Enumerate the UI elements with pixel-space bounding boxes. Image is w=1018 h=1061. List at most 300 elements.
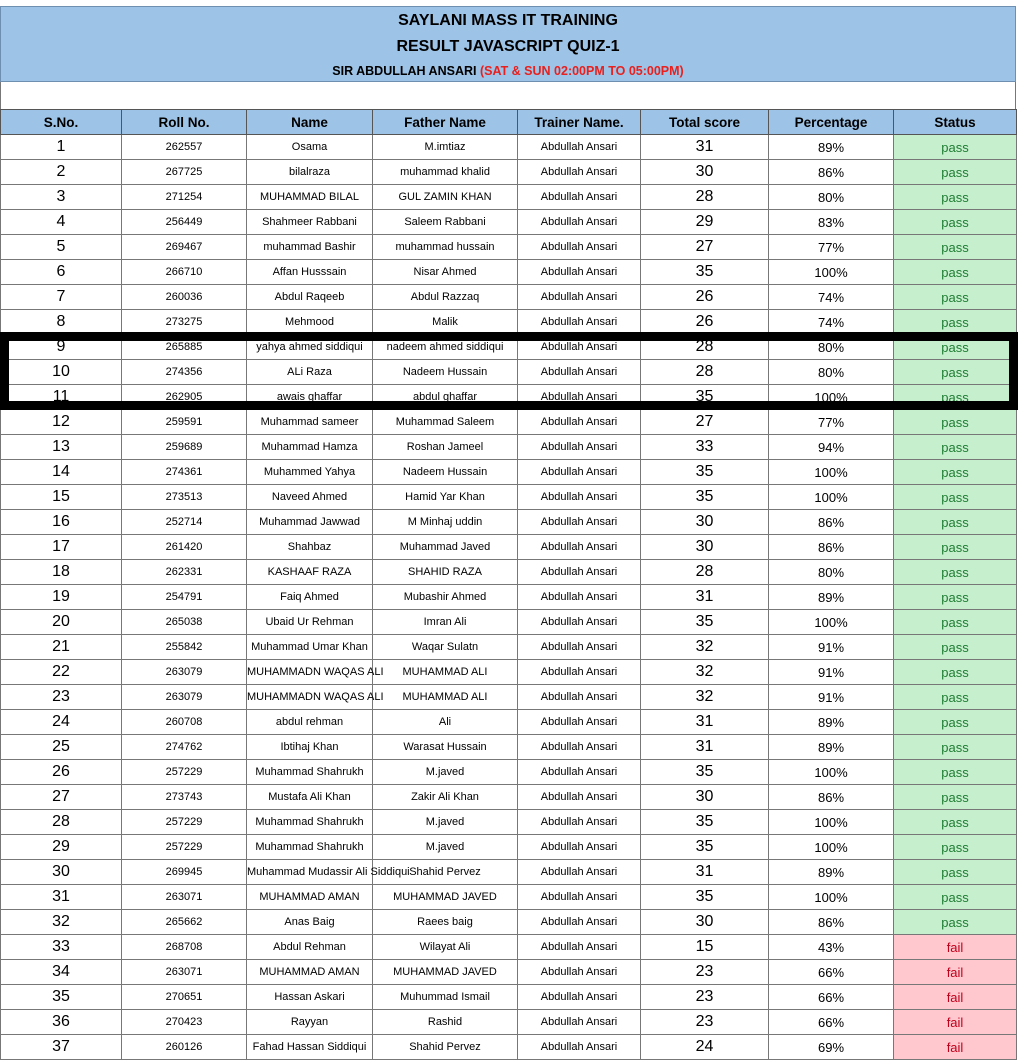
row-father-name[interactable]: Nadeem Hussain [373, 460, 518, 485]
row-father-name[interactable]: M.javed [373, 835, 518, 860]
row-percentage[interactable]: 77% [769, 235, 894, 260]
row-roll-no[interactable]: 252714 [122, 510, 247, 535]
row-percentage[interactable]: 89% [769, 135, 894, 160]
row-total-score[interactable]: 31 [641, 735, 769, 760]
row-father-name[interactable]: Shahid Pervez [373, 860, 518, 885]
row-percentage[interactable]: 80% [769, 185, 894, 210]
row-father-name[interactable]: Mubashir Ahmed [373, 585, 518, 610]
row-roll-no[interactable]: 273513 [122, 485, 247, 510]
row-roll-no[interactable]: 266710 [122, 260, 247, 285]
row-total-score[interactable]: 35 [641, 385, 769, 410]
row-father-name[interactable]: Muhummad Ismail [373, 985, 518, 1010]
row-status[interactable]: pass [894, 510, 1017, 535]
column-header-roll-no[interactable]: Roll No. [122, 110, 247, 135]
row-trainer-name[interactable]: Abdullah Ansari [518, 135, 641, 160]
row-name[interactable]: Muhammad Hamza [247, 435, 373, 460]
row-trainer-name[interactable]: Abdullah Ansari [518, 460, 641, 485]
row-sno[interactable]: 8 [1, 310, 122, 335]
row-father-name[interactable]: MUHAMMAD JAVED [373, 960, 518, 985]
row-status[interactable]: pass [894, 360, 1017, 385]
row-trainer-name[interactable]: Abdullah Ansari [518, 735, 641, 760]
row-father-name[interactable]: GUL ZAMIN KHAN [373, 185, 518, 210]
row-trainer-name[interactable]: Abdullah Ansari [518, 360, 641, 385]
row-status[interactable]: pass [894, 260, 1017, 285]
row-status[interactable]: pass [894, 310, 1017, 335]
column-header-trainer-name[interactable]: Trainer Name. [518, 110, 641, 135]
column-header-total-score[interactable]: Total score [641, 110, 769, 135]
row-percentage[interactable]: 80% [769, 360, 894, 385]
row-sno[interactable]: 7 [1, 285, 122, 310]
row-status[interactable]: pass [894, 610, 1017, 635]
row-name[interactable]: KASHAAF RAZA [247, 560, 373, 585]
row-percentage[interactable]: 89% [769, 860, 894, 885]
row-status[interactable]: pass [894, 760, 1017, 785]
row-name[interactable]: Muhammad Shahrukh [247, 835, 373, 860]
row-percentage[interactable]: 69% [769, 1035, 894, 1060]
row-name[interactable]: abdul rehman [247, 710, 373, 735]
row-status[interactable]: fail [894, 1010, 1017, 1035]
row-name[interactable]: Muhammad sameer [247, 410, 373, 435]
row-name[interactable]: MUHAMMADN WAQAS ALI [247, 685, 373, 710]
row-trainer-name[interactable]: Abdullah Ansari [518, 560, 641, 585]
row-roll-no[interactable]: 259591 [122, 410, 247, 435]
row-trainer-name[interactable]: Abdullah Ansari [518, 810, 641, 835]
row-name[interactable]: Shahmeer Rabbani [247, 210, 373, 235]
row-roll-no[interactable]: 273743 [122, 785, 247, 810]
row-status[interactable]: pass [894, 410, 1017, 435]
row-percentage[interactable]: 86% [769, 535, 894, 560]
row-roll-no[interactable]: 270651 [122, 985, 247, 1010]
row-sno[interactable]: 24 [1, 710, 122, 735]
row-status[interactable]: pass [894, 885, 1017, 910]
row-roll-no[interactable]: 263071 [122, 885, 247, 910]
row-father-name[interactable]: Wilayat Ali [373, 935, 518, 960]
row-sno[interactable]: 34 [1, 960, 122, 985]
row-status[interactable]: pass [894, 135, 1017, 160]
row-roll-no[interactable]: 263079 [122, 685, 247, 710]
row-name[interactable]: Ibtihaj Khan [247, 735, 373, 760]
row-trainer-name[interactable]: Abdullah Ansari [518, 660, 641, 685]
row-total-score[interactable]: 28 [641, 335, 769, 360]
row-sno[interactable]: 9 [1, 335, 122, 360]
row-father-name[interactable]: Rashid [373, 1010, 518, 1035]
row-father-name[interactable]: MUHAMMAD JAVED [373, 885, 518, 910]
row-total-score[interactable]: 29 [641, 210, 769, 235]
row-sno[interactable]: 3 [1, 185, 122, 210]
row-status[interactable]: pass [894, 560, 1017, 585]
row-roll-no[interactable]: 260126 [122, 1035, 247, 1060]
row-total-score[interactable]: 35 [641, 260, 769, 285]
column-header-father-name[interactable]: Father Name [373, 110, 518, 135]
row-percentage[interactable]: 80% [769, 560, 894, 585]
row-status[interactable]: pass [894, 435, 1017, 460]
row-roll-no[interactable]: 270423 [122, 1010, 247, 1035]
row-total-score[interactable]: 28 [641, 360, 769, 385]
row-roll-no[interactable]: 256449 [122, 210, 247, 235]
row-total-score[interactable]: 24 [641, 1035, 769, 1060]
row-total-score[interactable]: 32 [641, 635, 769, 660]
row-status[interactable]: pass [894, 460, 1017, 485]
row-roll-no[interactable]: 262557 [122, 135, 247, 160]
row-percentage[interactable]: 89% [769, 710, 894, 735]
row-name[interactable]: MUHAMMAD BILAL [247, 185, 373, 210]
row-status[interactable]: fail [894, 1035, 1017, 1060]
column-header-sno[interactable]: S.No. [1, 110, 122, 135]
row-roll-no[interactable]: 257229 [122, 810, 247, 835]
row-percentage[interactable]: 100% [769, 485, 894, 510]
row-percentage[interactable]: 66% [769, 985, 894, 1010]
row-name[interactable]: Anas Baig [247, 910, 373, 935]
row-name[interactable]: Muhammad Shahrukh [247, 810, 373, 835]
row-father-name[interactable]: Waqar Sulatn [373, 635, 518, 660]
row-father-name[interactable]: Raees baig [373, 910, 518, 935]
row-status[interactable]: pass [894, 710, 1017, 735]
row-name[interactable]: Affan Husssain [247, 260, 373, 285]
row-sno[interactable]: 15 [1, 485, 122, 510]
row-percentage[interactable]: 74% [769, 310, 894, 335]
row-percentage[interactable]: 100% [769, 610, 894, 635]
row-trainer-name[interactable]: Abdullah Ansari [518, 210, 641, 235]
row-sno[interactable]: 26 [1, 760, 122, 785]
row-name[interactable]: Naveed Ahmed [247, 485, 373, 510]
row-father-name[interactable]: Muhammad Saleem [373, 410, 518, 435]
row-sno[interactable]: 12 [1, 410, 122, 435]
row-trainer-name[interactable]: Abdullah Ansari [518, 485, 641, 510]
row-total-score[interactable]: 23 [641, 985, 769, 1010]
row-name[interactable]: Fahad Hassan Siddiqui [247, 1035, 373, 1060]
row-roll-no[interactable]: 274361 [122, 460, 247, 485]
row-trainer-name[interactable]: Abdullah Ansari [518, 260, 641, 285]
row-status[interactable]: pass [894, 535, 1017, 560]
row-status[interactable]: pass [894, 185, 1017, 210]
row-name[interactable]: Osama [247, 135, 373, 160]
row-father-name[interactable]: Imran Ali [373, 610, 518, 635]
row-percentage[interactable]: 66% [769, 960, 894, 985]
row-sno[interactable]: 28 [1, 810, 122, 835]
row-father-name[interactable]: abdul ghaffar [373, 385, 518, 410]
row-roll-no[interactable]: 254791 [122, 585, 247, 610]
row-name[interactable]: Mehmood [247, 310, 373, 335]
row-status[interactable]: pass [894, 910, 1017, 935]
row-trainer-name[interactable]: Abdullah Ansari [518, 885, 641, 910]
row-sno[interactable]: 11 [1, 385, 122, 410]
row-roll-no[interactable]: 269467 [122, 235, 247, 260]
row-father-name[interactable]: Abdul Razzaq [373, 285, 518, 310]
row-sno[interactable]: 27 [1, 785, 122, 810]
row-roll-no[interactable]: 262905 [122, 385, 247, 410]
row-trainer-name[interactable]: Abdullah Ansari [518, 760, 641, 785]
row-name[interactable]: Shahbaz [247, 535, 373, 560]
row-status[interactable]: pass [894, 685, 1017, 710]
row-status[interactable]: pass [894, 735, 1017, 760]
row-roll-no[interactable]: 271254 [122, 185, 247, 210]
row-sno[interactable]: 33 [1, 935, 122, 960]
row-status[interactable]: pass [894, 785, 1017, 810]
row-total-score[interactable]: 27 [641, 410, 769, 435]
row-trainer-name[interactable]: Abdullah Ansari [518, 985, 641, 1010]
row-total-score[interactable]: 28 [641, 185, 769, 210]
row-father-name[interactable]: M Minhaj uddin [373, 510, 518, 535]
row-total-score[interactable]: 15 [641, 935, 769, 960]
row-roll-no[interactable]: 261420 [122, 535, 247, 560]
row-father-name[interactable]: Roshan Jameel [373, 435, 518, 460]
row-name[interactable]: Muhammad Jawwad [247, 510, 373, 535]
row-trainer-name[interactable]: Abdullah Ansari [518, 410, 641, 435]
row-trainer-name[interactable]: Abdullah Ansari [518, 285, 641, 310]
row-trainer-name[interactable]: Abdullah Ansari [518, 685, 641, 710]
row-status[interactable]: pass [894, 160, 1017, 185]
row-father-name[interactable]: Warasat Hussain [373, 735, 518, 760]
row-sno[interactable]: 2 [1, 160, 122, 185]
row-total-score[interactable]: 35 [641, 835, 769, 860]
row-percentage[interactable]: 89% [769, 585, 894, 610]
row-total-score[interactable]: 30 [641, 910, 769, 935]
row-name[interactable]: Muhammad Shahrukh [247, 760, 373, 785]
row-percentage[interactable]: 80% [769, 335, 894, 360]
row-father-name[interactable]: nadeem ahmed siddiqui [373, 335, 518, 360]
row-trainer-name[interactable]: Abdullah Ansari [518, 160, 641, 185]
row-roll-no[interactable]: 257229 [122, 835, 247, 860]
row-trainer-name[interactable]: Abdullah Ansari [518, 1035, 641, 1060]
row-sno[interactable]: 6 [1, 260, 122, 285]
row-sno[interactable]: 4 [1, 210, 122, 235]
row-trainer-name[interactable]: Abdullah Ansari [518, 510, 641, 535]
row-percentage[interactable]: 100% [769, 385, 894, 410]
row-trainer-name[interactable]: Abdullah Ansari [518, 910, 641, 935]
row-sno[interactable]: 30 [1, 860, 122, 885]
row-sno[interactable]: 36 [1, 1010, 122, 1035]
row-father-name[interactable]: muhammad khalid [373, 160, 518, 185]
row-trainer-name[interactable]: Abdullah Ansari [518, 610, 641, 635]
row-sno[interactable]: 35 [1, 985, 122, 1010]
row-name[interactable]: Abdul Raqeeb [247, 285, 373, 310]
row-name[interactable]: Mustafa Ali Khan [247, 785, 373, 810]
row-roll-no[interactable]: 267725 [122, 160, 247, 185]
row-name[interactable]: Muhammed Yahya [247, 460, 373, 485]
row-roll-no[interactable]: 260036 [122, 285, 247, 310]
row-roll-no[interactable]: 273275 [122, 310, 247, 335]
row-trainer-name[interactable]: Abdullah Ansari [518, 635, 641, 660]
row-sno[interactable]: 1 [1, 135, 122, 160]
row-percentage[interactable]: 89% [769, 735, 894, 760]
row-father-name[interactable]: MUHAMMAD ALI [373, 685, 518, 710]
row-trainer-name[interactable]: Abdullah Ansari [518, 785, 641, 810]
row-trainer-name[interactable]: Abdullah Ansari [518, 385, 641, 410]
row-father-name[interactable]: Nisar Ahmed [373, 260, 518, 285]
row-father-name[interactable]: Saleem Rabbani [373, 210, 518, 235]
row-trainer-name[interactable]: Abdullah Ansari [518, 585, 641, 610]
row-name[interactable]: yahya ahmed siddiqui [247, 335, 373, 360]
row-status[interactable]: pass [894, 235, 1017, 260]
column-header-percentage[interactable]: Percentage [769, 110, 894, 135]
row-percentage[interactable]: 86% [769, 910, 894, 935]
row-roll-no[interactable]: 262331 [122, 560, 247, 585]
row-total-score[interactable]: 31 [641, 135, 769, 160]
row-status[interactable]: pass [894, 485, 1017, 510]
row-total-score[interactable]: 35 [641, 810, 769, 835]
row-father-name[interactable]: SHAHID RAZA [373, 560, 518, 585]
row-total-score[interactable]: 32 [641, 660, 769, 685]
row-status[interactable]: fail [894, 985, 1017, 1010]
row-name[interactable]: Muhammad Umar Khan [247, 635, 373, 660]
row-total-score[interactable]: 35 [641, 610, 769, 635]
row-roll-no[interactable]: 265662 [122, 910, 247, 935]
row-roll-no[interactable]: 263079 [122, 660, 247, 685]
row-percentage[interactable]: 91% [769, 635, 894, 660]
row-trainer-name[interactable]: Abdullah Ansari [518, 235, 641, 260]
row-trainer-name[interactable]: Abdullah Ansari [518, 935, 641, 960]
row-percentage[interactable]: 94% [769, 435, 894, 460]
row-sno[interactable]: 5 [1, 235, 122, 260]
row-roll-no[interactable]: 257229 [122, 760, 247, 785]
row-total-score[interactable]: 31 [641, 710, 769, 735]
row-sno[interactable]: 25 [1, 735, 122, 760]
column-header-name[interactable]: Name [247, 110, 373, 135]
row-sno[interactable]: 23 [1, 685, 122, 710]
row-sno[interactable]: 13 [1, 435, 122, 460]
row-sno[interactable]: 20 [1, 610, 122, 635]
row-percentage[interactable]: 100% [769, 810, 894, 835]
row-total-score[interactable]: 35 [641, 485, 769, 510]
row-father-name[interactable]: MUHAMMAD ALI [373, 660, 518, 685]
row-roll-no[interactable]: 263071 [122, 960, 247, 985]
row-trainer-name[interactable]: Abdullah Ansari [518, 310, 641, 335]
row-status[interactable]: pass [894, 835, 1017, 860]
row-status[interactable]: pass [894, 660, 1017, 685]
row-total-score[interactable]: 31 [641, 585, 769, 610]
row-sno[interactable]: 19 [1, 585, 122, 610]
row-status[interactable]: pass [894, 385, 1017, 410]
row-trainer-name[interactable]: Abdullah Ansari [518, 185, 641, 210]
row-sno[interactable]: 18 [1, 560, 122, 585]
row-trainer-name[interactable]: Abdullah Ansari [518, 435, 641, 460]
row-name[interactable]: Ubaid Ur Rehman [247, 610, 373, 635]
row-father-name[interactable]: Malik [373, 310, 518, 335]
row-trainer-name[interactable]: Abdullah Ansari [518, 1010, 641, 1035]
row-roll-no[interactable]: 265038 [122, 610, 247, 635]
row-roll-no[interactable]: 260708 [122, 710, 247, 735]
row-name[interactable]: Hassan Askari [247, 985, 373, 1010]
row-percentage[interactable]: 74% [769, 285, 894, 310]
row-percentage[interactable]: 86% [769, 510, 894, 535]
row-father-name[interactable]: Zakir Ali Khan [373, 785, 518, 810]
row-total-score[interactable]: 35 [641, 885, 769, 910]
row-father-name[interactable]: Shahid Pervez [373, 1035, 518, 1060]
row-total-score[interactable]: 30 [641, 535, 769, 560]
row-name[interactable]: ALi Raza [247, 360, 373, 385]
row-percentage[interactable]: 100% [769, 835, 894, 860]
row-trainer-name[interactable]: Abdullah Ansari [518, 535, 641, 560]
row-name[interactable]: MUHAMMAD AMAN [247, 960, 373, 985]
row-sno[interactable]: 29 [1, 835, 122, 860]
row-total-score[interactable]: 32 [641, 685, 769, 710]
row-trainer-name[interactable]: Abdullah Ansari [518, 960, 641, 985]
row-percentage[interactable]: 83% [769, 210, 894, 235]
row-name[interactable]: bilalraza [247, 160, 373, 185]
row-total-score[interactable]: 27 [641, 235, 769, 260]
row-total-score[interactable]: 30 [641, 510, 769, 535]
row-total-score[interactable]: 31 [641, 860, 769, 885]
row-name[interactable]: awais ghaffar [247, 385, 373, 410]
row-total-score[interactable]: 28 [641, 560, 769, 585]
row-name[interactable]: Abdul Rehman [247, 935, 373, 960]
row-total-score[interactable]: 33 [641, 435, 769, 460]
row-trainer-name[interactable]: Abdullah Ansari [518, 860, 641, 885]
row-trainer-name[interactable]: Abdullah Ansari [518, 710, 641, 735]
row-percentage[interactable]: 91% [769, 660, 894, 685]
row-status[interactable]: pass [894, 860, 1017, 885]
row-roll-no[interactable]: 274356 [122, 360, 247, 385]
row-roll-no[interactable]: 265885 [122, 335, 247, 360]
column-header-status[interactable]: Status [894, 110, 1017, 135]
row-status[interactable]: pass [894, 210, 1017, 235]
row-total-score[interactable]: 35 [641, 760, 769, 785]
row-sno[interactable]: 14 [1, 460, 122, 485]
row-percentage[interactable]: 100% [769, 885, 894, 910]
row-roll-no[interactable]: 269945 [122, 860, 247, 885]
row-father-name[interactable]: muhammad hussain [373, 235, 518, 260]
row-sno[interactable]: 22 [1, 660, 122, 685]
row-name[interactable]: Rayyan [247, 1010, 373, 1035]
row-percentage[interactable]: 43% [769, 935, 894, 960]
row-sno[interactable]: 32 [1, 910, 122, 935]
row-percentage[interactable]: 86% [769, 160, 894, 185]
row-status[interactable]: pass [894, 635, 1017, 660]
row-status[interactable]: fail [894, 935, 1017, 960]
row-father-name[interactable]: Ali [373, 710, 518, 735]
row-trainer-name[interactable]: Abdullah Ansari [518, 335, 641, 360]
row-status[interactable]: pass [894, 585, 1017, 610]
row-sno[interactable]: 21 [1, 635, 122, 660]
row-percentage[interactable]: 86% [769, 785, 894, 810]
row-percentage[interactable]: 91% [769, 685, 894, 710]
row-total-score[interactable]: 30 [641, 160, 769, 185]
row-status[interactable]: fail [894, 960, 1017, 985]
row-name[interactable]: muhammad Bashir [247, 235, 373, 260]
row-status[interactable]: pass [894, 285, 1017, 310]
row-status[interactable]: pass [894, 810, 1017, 835]
row-sno[interactable]: 16 [1, 510, 122, 535]
row-roll-no[interactable]: 274762 [122, 735, 247, 760]
row-sno[interactable]: 17 [1, 535, 122, 560]
row-total-score[interactable]: 26 [641, 310, 769, 335]
row-percentage[interactable]: 100% [769, 460, 894, 485]
row-sno[interactable]: 31 [1, 885, 122, 910]
row-father-name[interactable]: M.javed [373, 760, 518, 785]
row-roll-no[interactable]: 259689 [122, 435, 247, 460]
row-status[interactable]: pass [894, 335, 1017, 360]
row-name[interactable]: Faiq Ahmed [247, 585, 373, 610]
row-total-score[interactable]: 23 [641, 960, 769, 985]
row-father-name[interactable]: Muhammad Javed [373, 535, 518, 560]
row-roll-no[interactable]: 268708 [122, 935, 247, 960]
row-name[interactable]: Muhammad Mudassir Ali Siddiqui [247, 860, 373, 885]
row-father-name[interactable]: M.javed [373, 810, 518, 835]
row-father-name[interactable]: Hamid Yar Khan [373, 485, 518, 510]
row-name[interactable]: MUHAMMADN WAQAS ALI [247, 660, 373, 685]
row-trainer-name[interactable]: Abdullah Ansari [518, 835, 641, 860]
row-percentage[interactable]: 77% [769, 410, 894, 435]
row-total-score[interactable]: 26 [641, 285, 769, 310]
row-total-score[interactable]: 30 [641, 785, 769, 810]
row-sno[interactable]: 37 [1, 1035, 122, 1060]
row-sno[interactable]: 10 [1, 360, 122, 385]
row-total-score[interactable]: 23 [641, 1010, 769, 1035]
row-percentage[interactable]: 100% [769, 760, 894, 785]
row-name[interactable]: MUHAMMAD AMAN [247, 885, 373, 910]
row-father-name[interactable]: Nadeem Hussain [373, 360, 518, 385]
row-total-score[interactable]: 35 [641, 460, 769, 485]
